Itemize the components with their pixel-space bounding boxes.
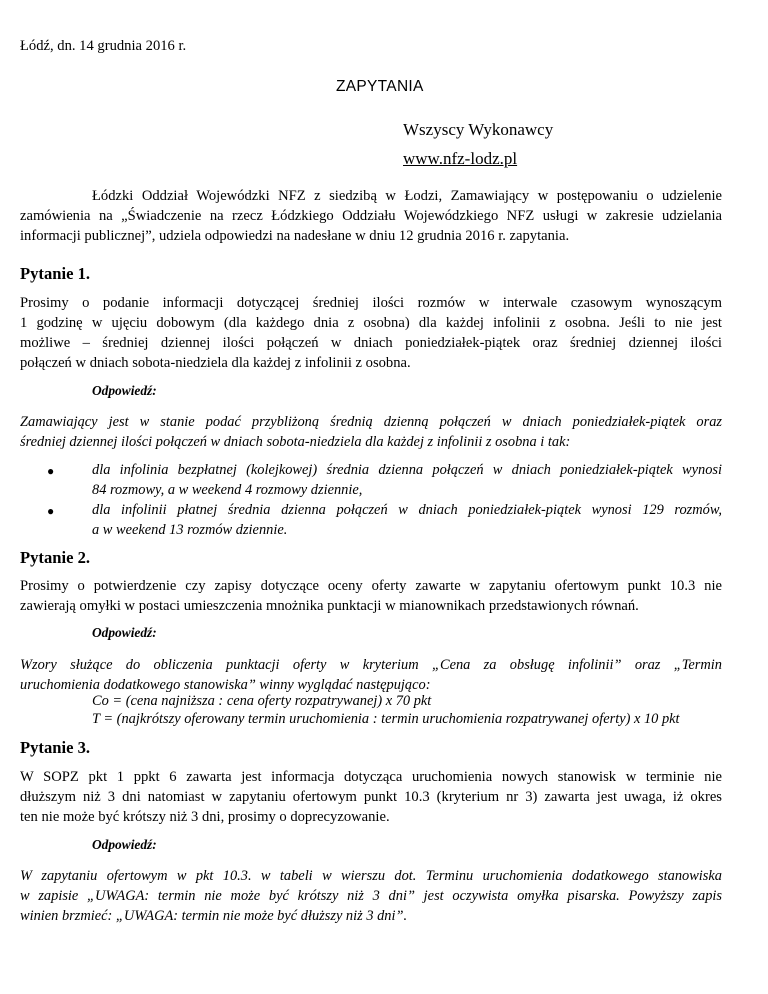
question-1-line-4: połączeń w dniach sobota-niedziela dla każdej z infolinii z osobna. [20,355,411,371]
question-1-line-2: 1 godzinę w ujęciu dobowym (dla każdego dnia z osobna) dla każdej infolinii z osobna. Jeśli to nie jest [20,315,722,331]
question-2-line-2: zawierają omyłki w postaci umieszczenia mnożnika punktacji w mianownikach przedstawionych równań. [20,598,639,614]
answer-3-line-3: winien brzmieć: „UWAGA: termin nie może być dłuższy niż 3 dni”. [20,908,408,924]
question-3-line-3: ten nie może być krótszy niż 3 dni, prosimy o doprecyzowanie. [20,809,390,825]
bullet-icon: ● [47,464,55,478]
answer-1-label: Odpowiedź: [92,383,157,398]
question-2-line-1: Prosimy o potwierdzenie czy zapisy dotyczące oceny oferty zawarte w zapytaniu ofertowym punkt 10.3 nie [20,578,722,594]
formula-cena: Co = (cena najniższa : cena oferty rozpatrywanej) x 70 pkt [92,693,432,709]
intro-line-1: Łódzki Oddział Wojewódzki NFZ z siedzibą w Łodzi, Zamawiający w postępowaniu o udzielenie [92,188,722,204]
answer-3-label: Odpowiedź: [92,837,157,852]
answer-3-line-2: w zapisie „UWAGA: termin nie może być krótszy niż 3 dni” jest oczywista omyłka pisarska. Powyższy zapis [20,888,722,904]
recipient: Wszyscy Wykonawcy [403,120,554,139]
intro-line-3: informacji publicznej”, udziela odpowiedzi na nadesłane w dniu 12 grudnia 2016 r. zapytania. [20,228,570,244]
date-line: Łódź, dn. 14 grudnia 2016 r. [20,38,187,54]
document-title: ZAPYTANIA [336,78,424,95]
question-1-heading: Pytanie 1. [20,264,91,283]
question-2-heading: Pytanie 2. [20,548,91,567]
question-3-heading: Pytanie 3. [20,738,91,757]
website-link[interactable]: www.nfz-lodz.pl [403,149,518,168]
question-1-line-1: Prosimy o podanie informacji dotyczącej średniej ilości rozmów w interwale czasowym wynoszącym [20,295,722,311]
formula-termin: T = (najkrótszy oferowany termin uruchomienia : termin uruchomienia rozpatrywanej oferty) x 10 pkt [92,711,680,727]
answer-1-bullet-1-line-2: 84 rozmowy, a w weekend 4 rozmowy dziennie, [92,482,363,498]
answer-1-line-1: Zamawiający jest w stanie podać przybliżoną średnią dzienną połączeń w dniach poniedziałek-piątek oraz [20,414,722,430]
answer-1-line-2: średniej dziennej ilości połączeń w dniach sobota-niedziela dla każdej z infolinii z osobna i tak: [20,434,571,450]
answer-2-label: Odpowiedź: [92,625,157,640]
answer-3-line-1: W zapytaniu ofertowym w pkt 10.3. w tabeli w wierszu dot. Terminu uruchomienia dodatkowego stanowiska [20,868,722,884]
answer-2-line-1: Wzory służące do obliczenia punktacji oferty w kryterium „Cena za obsługę infolinii” oraz „Termin [20,657,722,673]
question-1-line-3: możliwe – średniej dziennej ilości połączeń w dniach poniedziałek-piątek oraz średniej dziennej ilości [20,335,722,351]
answer-1-bullet-2-line-1: dla infolinii płatnej średnia dzienna połączeń w dniach poniedziałek-piątek wynosi 129 rozmów, [92,502,722,518]
question-3-line-1: W SOPZ pkt 1 ppkt 6 zawarta jest informacja dotycząca uruchomienia nowych stanowisk w terminie nie [20,769,722,785]
answer-1-bullet-2-line-2: a w weekend 13 rozmów dziennie. [92,522,288,538]
answer-1-bullet-1-line-1: dla infolinia bezpłatnej (kolejkowej) średnia dzienna połączeń w dniach poniedziałek-piątek wynosi [92,462,722,478]
bullet-icon: ● [47,504,55,518]
answer-2-line-2: uruchomienia dodatkowego stanowiska” winny wyglądać następująco: [20,677,431,693]
question-3-line-2: dłuższym niż 3 dni natomiast w zapytaniu ofertowym punkt 10.3 (kryterium nr 3) zawarta jest uwaga, iż okres [20,789,722,805]
intro-line-2: zamówienia na „Świadczenie na rzecz Łódzkiego Oddziału Wojewódzkiego NFZ usługi w zakresie udzielania [20,208,722,224]
